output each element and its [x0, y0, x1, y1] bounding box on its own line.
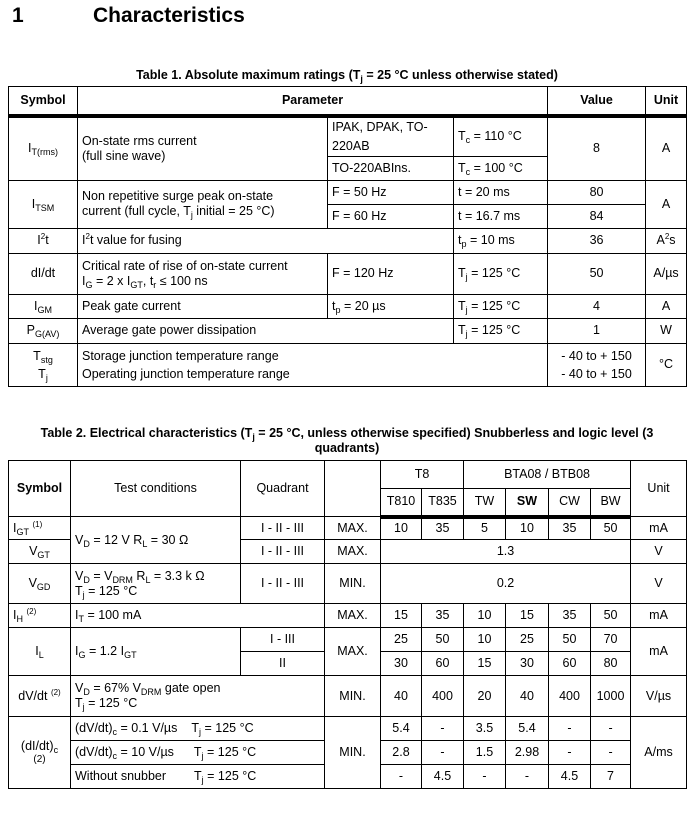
symbol-pgav: $P_{G(AV)}$: [9, 318, 78, 343]
quadrant-il-1: I - III: [241, 628, 325, 652]
value-il1-sw: 25: [506, 628, 549, 652]
value-igt-sw: 10: [506, 517, 549, 540]
value-didtc3-bw: 7: [591, 765, 631, 789]
header-limit: [325, 461, 381, 517]
value-didtc3-sw: -: [506, 765, 549, 789]
header-col-bw: BW: [591, 489, 631, 517]
header-value: Value: [548, 87, 646, 116]
value-itrms: 8: [548, 116, 646, 181]
value-il1-t810: 25: [381, 628, 422, 652]
unit-vgd: V: [631, 564, 687, 604]
unit-ih: mA: [631, 604, 687, 628]
header-col-cw: CW: [549, 489, 591, 517]
cond-il: $I_G = 1.2$ $I_{GT}$: [71, 628, 241, 676]
table-row: [9, 116, 687, 157]
value-didtc3-cw: 4.5: [549, 765, 591, 789]
cond-tj-125: $T_j = 125$ °C: [454, 294, 548, 318]
table-row: [9, 294, 687, 318]
quadrant-igt: I - II - III: [241, 517, 325, 540]
header-col-sw: SW: [506, 489, 549, 517]
header-group-t8: T8: [381, 461, 464, 489]
unit-itrms: A: [646, 116, 687, 181]
value-igt-t835: 35: [422, 517, 464, 540]
limit-didtc: MIN.: [325, 717, 381, 789]
header-symbol: Symbol: [9, 461, 71, 517]
value-didtc1-t810: 5.4: [381, 717, 422, 741]
limit-il: MAX.: [325, 628, 381, 676]
unit-vgt: V: [631, 540, 687, 564]
value-didtc2-sw: 2.98: [506, 741, 549, 765]
value-dvdt-sw: 40: [506, 676, 549, 717]
param-itsm: Non repetitive surge peak on-state current (full cycle, $T_j$ initial = 25 °C): [78, 180, 328, 228]
value-vgd: 0.2: [381, 564, 631, 604]
header-parameter: Parameter: [78, 87, 548, 116]
package-1: IPAK, DPAK, TO-220AB: [328, 116, 454, 157]
header-group-bta08-btb08: BTA08 / BTB08: [464, 461, 631, 489]
value-i2t: 36: [548, 228, 646, 253]
unit-pgav: W: [646, 318, 687, 343]
quadrant-vgt: I - II - III: [241, 540, 325, 564]
time-20ms: t = 20 ms: [454, 180, 548, 204]
table-row: [9, 517, 687, 540]
cond-tp-10ms: $t_p = 10$ ms: [454, 228, 548, 253]
value-ih-sw: 15: [506, 604, 549, 628]
symbol-didt: dI/dt: [9, 253, 78, 294]
value-igm: 4: [548, 294, 646, 318]
table-row: [9, 228, 687, 253]
table-row: [9, 604, 687, 628]
value-il1-bw: 70: [591, 628, 631, 652]
symbol-il: $I_L$: [9, 628, 71, 676]
unit-dvdt: V/µs: [631, 676, 687, 717]
value-ih-t810: 15: [381, 604, 422, 628]
value-il1-t835: 50: [422, 628, 464, 652]
param-pgav: Average gate power dissipation: [78, 318, 454, 343]
param-itrms: On-state rms current (full sine wave): [78, 116, 328, 181]
header-test-conditions: Test conditions: [71, 461, 241, 517]
header-col-t810: T810: [381, 489, 422, 517]
time-16-7ms: t = 16.7 ms: [454, 204, 548, 228]
value-temp: - 40 to + 150 - 40 to + 150: [548, 343, 646, 386]
cond-vgd: $V_D = V_{DRM}$ $R_L = 3.3$ k Ω $T_j = 125$ °C: [71, 564, 241, 604]
limit-vgt: MAX.: [325, 540, 381, 564]
unit-il: mA: [631, 628, 687, 676]
value-vgt: 1.3: [381, 540, 631, 564]
freq-120hz: F = 120 Hz: [328, 253, 454, 294]
header-unit: Unit: [646, 87, 687, 116]
table-row: [9, 564, 687, 604]
cond-ih: $I_T = 100$ mA: [71, 604, 325, 628]
table-row: [9, 318, 687, 343]
unit-didtc: A/ms: [631, 717, 687, 789]
value-ih-cw: 35: [549, 604, 591, 628]
value-il2-cw: 60: [549, 652, 591, 676]
cond-didtc-3: Without snubber $T_j = 125$ °C: [71, 765, 325, 789]
limit-ih: MAX.: [325, 604, 381, 628]
value-il1-tw: 10: [464, 628, 506, 652]
cond-didtc-2: $(dV/dt)_c = 10$ V/µs $T_j = 125$ °C: [71, 741, 325, 765]
value-ih-tw: 10: [464, 604, 506, 628]
value-didt: 50: [548, 253, 646, 294]
value-dvdt-t810: 40: [381, 676, 422, 717]
symbol-itrms: $I_{T(rms)}$: [9, 116, 78, 181]
section-number: 1: [12, 4, 24, 27]
absolute-max-ratings-table: [8, 86, 687, 387]
unit-itsm: A: [646, 180, 687, 228]
value-dvdt-tw: 20: [464, 676, 506, 717]
value-igt-bw: 50: [591, 517, 631, 540]
value-didtc2-tw: 1.5: [464, 741, 506, 765]
value-il2-tw: 15: [464, 652, 506, 676]
unit-igm: A: [646, 294, 687, 318]
symbol-i2t: $I^2t$: [9, 228, 78, 253]
value-dvdt-bw: 1000: [591, 676, 631, 717]
value-didtc2-cw: -: [549, 741, 591, 765]
param-i2t: $I^2t$ value for fusing: [78, 228, 454, 253]
header-col-tw: TW: [464, 489, 506, 517]
freq-50hz: F = 50 Hz: [328, 180, 454, 204]
quadrant-vgd: I - II - III: [241, 564, 325, 604]
table-row: [9, 343, 687, 386]
cond-tp-20us: $t_p = 20$ µs: [328, 294, 454, 318]
value-il2-t835: 60: [422, 652, 464, 676]
unit-i2t: $A^2s$: [646, 228, 687, 253]
electrical-characteristics-table: [8, 460, 687, 789]
symbol-vgd: $V_{GD}$: [9, 564, 71, 604]
symbol-dvdt: dV/dt $^{(2)}$: [9, 676, 71, 717]
value-didtc1-tw: 3.5: [464, 717, 506, 741]
value-didtc2-bw: -: [591, 741, 631, 765]
unit-didt: A/µs: [646, 253, 687, 294]
value-dvdt-cw: 400: [549, 676, 591, 717]
value-il2-t810: 30: [381, 652, 422, 676]
limit-vgd: MIN.: [325, 564, 381, 604]
value-didtc1-t835: -: [422, 717, 464, 741]
value-itsm-50: 80: [548, 180, 646, 204]
cond-tc-110: $T_c = 110$ °C: [454, 116, 548, 157]
table-row: [9, 717, 687, 741]
value-il2-sw: 30: [506, 652, 549, 676]
value-igt-cw: 35: [549, 517, 591, 540]
value-igt-tw: 5: [464, 517, 506, 540]
cond-tj-125: $T_j = 125$ °C: [454, 318, 548, 343]
value-didtc3-tw: -: [464, 765, 506, 789]
table-row: [9, 180, 687, 204]
symbol-igt: $I_{GT}$ $^{(1)}$: [9, 517, 71, 540]
value-igt-t810: 10: [381, 517, 422, 540]
symbol-didtc: $(dI/dt)_c$ (2): [9, 717, 71, 789]
table-row: [9, 676, 687, 717]
header-col-t835: T835: [422, 489, 464, 517]
param-igm: Peak gate current: [78, 294, 328, 318]
cond-igt-vgt: $V_D = 12$ V $R_L = 30$ Ω: [71, 517, 241, 564]
unit-temp: °C: [646, 343, 687, 386]
header-unit: Unit: [631, 461, 687, 517]
cond-didtc-1: $(dV/dt)_c = 0.1$ V/µs $T_j = 125$ °C: [71, 717, 325, 741]
table2-caption: Table 2. Electrical characteristics ($T_j = 25$ °C, unless otherwise specified) Snubberless and logic level (3 quadrants): [40, 426, 654, 455]
section-title: Characteristics: [93, 4, 245, 27]
table-row: [9, 253, 687, 294]
value-pgav: 1: [548, 318, 646, 343]
value-ih-bw: 50: [591, 604, 631, 628]
value-dvdt-t835: 400: [422, 676, 464, 717]
value-didtc1-sw: 5.4: [506, 717, 549, 741]
value-il2-bw: 80: [591, 652, 631, 676]
symbol-igm: $I_{GM}$: [9, 294, 78, 318]
limit-igt: MAX.: [325, 517, 381, 540]
value-didtc2-t810: 2.8: [381, 741, 422, 765]
param-didt: Critical rate of rise of on-state current $I_G = 2$ x $I_{GT}$, $t_r \le 100$ ns: [78, 253, 328, 294]
value-didtc2-t835: -: [422, 741, 464, 765]
table1-caption: Table 1. Absolute maximum ratings ($T_j = 25$ °C unless otherwise stated): [136, 68, 558, 84]
symbol-vgt: $V_{GT}$: [9, 540, 71, 564]
value-ih-t835: 35: [422, 604, 464, 628]
cond-dvdt: $V_D = 67\%$ $V_{DRM}$ gate open $T_j = 125$ °C: [71, 676, 325, 717]
unit-igt: mA: [631, 517, 687, 540]
cond-tj-125: $T_j = 125$ °C: [454, 253, 548, 294]
symbol-ih: $I_H$ $^{(2)}$: [9, 604, 71, 628]
limit-dvdt: MIN.: [325, 676, 381, 717]
cond-tc-100: $T_c = 100$ °C: [454, 156, 548, 180]
header-symbol: Symbol: [9, 87, 78, 116]
header-quadrant: Quadrant: [241, 461, 325, 517]
value-didtc1-bw: -: [591, 717, 631, 741]
value-il1-cw: 50: [549, 628, 591, 652]
quadrant-il-2: II: [241, 652, 325, 676]
value-didtc3-t810: -: [381, 765, 422, 789]
symbol-temp: $T_{stg}$ $T_j$: [9, 343, 78, 386]
section-heading: [12, 4, 245, 28]
package-2: TO-220ABIns.: [328, 156, 454, 180]
param-temp: Storage junction temperature range Operating junction temperature range: [78, 343, 548, 386]
symbol-itsm: $I_{TSM}$: [9, 180, 78, 228]
freq-60hz: F = 60 Hz: [328, 204, 454, 228]
value-itsm-60: 84: [548, 204, 646, 228]
value-didtc1-cw: -: [549, 717, 591, 741]
value-didtc3-t835: 4.5: [422, 765, 464, 789]
table-row: [9, 628, 687, 652]
